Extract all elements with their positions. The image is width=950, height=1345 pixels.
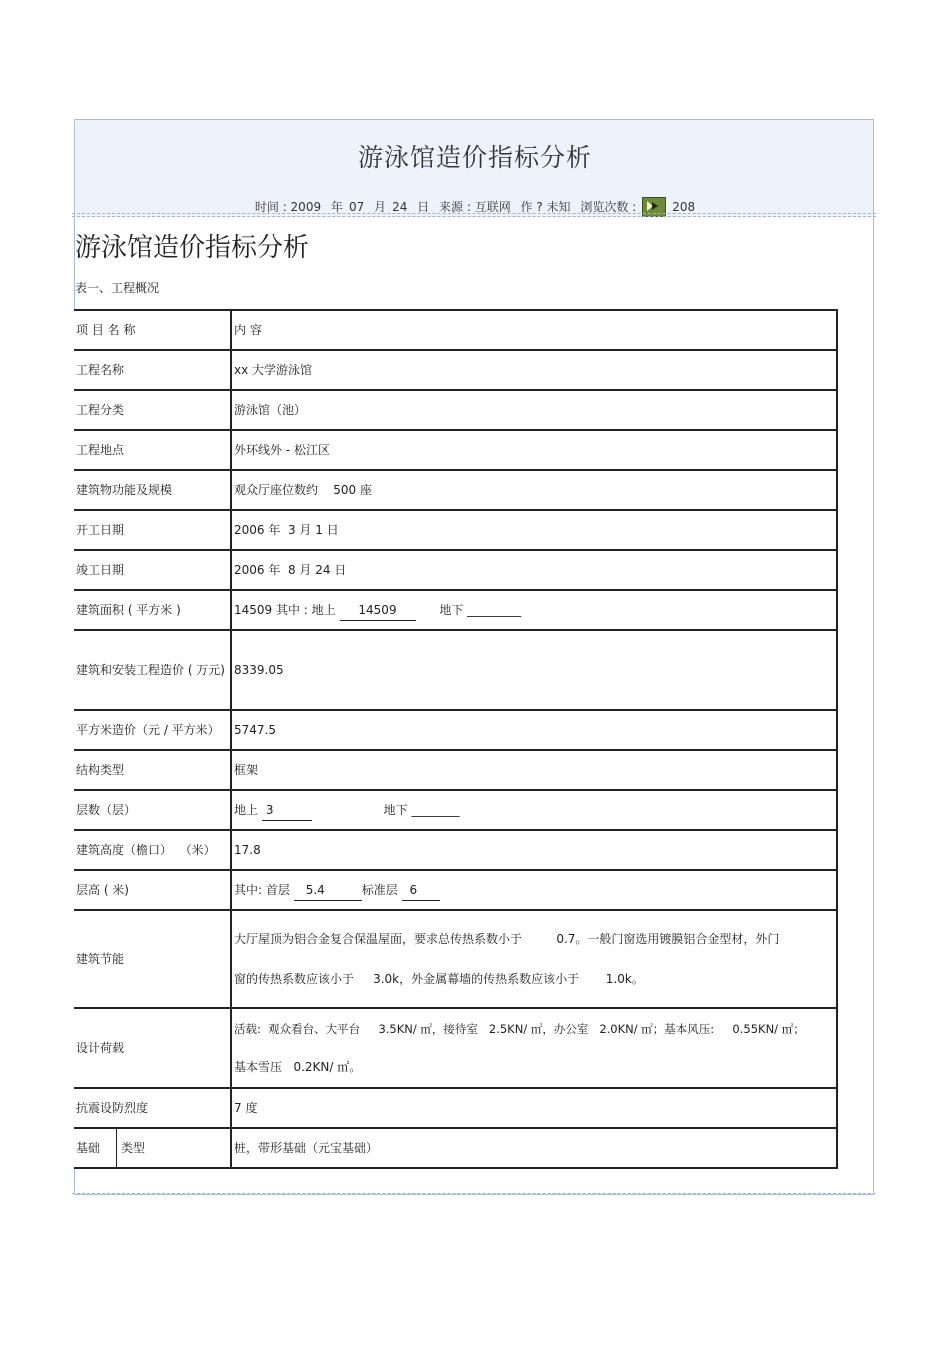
area-above-value: 14509 xyxy=(340,600,416,621)
row-label: 平方米造价（元 / 平方米） xyxy=(74,710,231,750)
load-line-1: 活载: 观众看台、大平台 3.5KN/ ㎡，接待室 2.5KN/ ㎡，办公室 2.0KN/ ㎡；基本风压: 0.55KN/ ㎡； xyxy=(234,1022,805,1036)
table-row xyxy=(74,750,837,790)
row-value: 观众厅座位数约 500 座 xyxy=(231,470,837,510)
table-row xyxy=(74,550,837,590)
meta-year: 年 xyxy=(330,199,343,214)
row-label: 竣工日期 xyxy=(74,550,231,590)
row-value xyxy=(231,1008,837,1088)
table-row xyxy=(74,790,837,830)
row-value: 8339.05 xyxy=(231,630,837,710)
table-row xyxy=(74,390,837,430)
row-label: 工程分类 xyxy=(74,390,231,430)
row-label: 抗震设防烈度 xyxy=(74,1088,231,1128)
row-label: 开工日期 xyxy=(74,510,231,550)
row-label: 建筑物功能及规模 xyxy=(74,470,231,510)
meta-month-num: 07 xyxy=(348,199,365,214)
foundation-sub-label: 类型 xyxy=(121,1141,146,1155)
article-title: 游泳馆造价指标分析 xyxy=(75,233,310,263)
row-value: 框架 xyxy=(231,750,837,790)
row-value xyxy=(231,790,837,830)
meta-views-count: 208 xyxy=(672,199,696,214)
floors-below-label: 地下 xyxy=(383,802,408,817)
table-row xyxy=(74,630,837,710)
project-overview-table xyxy=(74,309,838,1169)
row-value: 2006 年 8 月 24 日 xyxy=(231,550,837,590)
table-row xyxy=(74,910,837,1008)
energy-line-2: 窗的传热系数应该小于 3.0k，外金属幕墙的传热系数应该小于 1.0k。 xyxy=(234,972,644,986)
table-row xyxy=(74,830,837,870)
row-label: 结构类型 xyxy=(74,750,231,790)
foundation-label: 基础 xyxy=(74,1129,117,1167)
story-height-first: 5.4 xyxy=(294,880,362,901)
row-value: 游泳馆（池） xyxy=(231,390,837,430)
meta-day: 日 xyxy=(417,199,430,214)
floors-above-value: 3 xyxy=(262,800,312,821)
row-value: 外环线外 - 松江区 xyxy=(231,430,837,470)
table-header-row xyxy=(74,310,837,350)
row-value xyxy=(231,870,837,910)
row-value: 5747.5 xyxy=(231,710,837,750)
floors-above-label: 地上 xyxy=(234,802,259,817)
bottom-divider xyxy=(72,1193,876,1196)
row-value: xx 大学游泳馆 xyxy=(231,350,837,390)
row-value: 7 度 xyxy=(231,1088,837,1128)
row-label: 设计荷载 xyxy=(74,1008,231,1088)
area-below-value: _________ xyxy=(467,602,522,617)
load-line-2: 基本雪压 0.2KN/ ㎡。 xyxy=(234,1060,362,1074)
meta-time: 时间 : 2009 xyxy=(254,199,322,214)
table-row xyxy=(74,1008,837,1088)
meta-views-label: 浏览次数 : xyxy=(580,199,637,214)
table-row xyxy=(74,710,837,750)
energy-line-1: 大厅屋顶为铝合金复合保温屋面，要求总传热系数小于 0.7。一般门窗选用镀膜铝合金型材，外门 xyxy=(234,932,780,946)
page-title: 游泳馆造价指标分析 xyxy=(357,143,592,172)
meta-author: 作 ? 未知 xyxy=(520,199,571,214)
table-row xyxy=(74,470,837,510)
table-row xyxy=(74,1128,837,1168)
table-row xyxy=(74,510,837,550)
story-height-std: 6 xyxy=(402,880,440,901)
row-value xyxy=(231,910,837,1008)
row-value: 桩，带形基础（元宝基础） xyxy=(231,1128,837,1168)
floors-below-value: ________ xyxy=(411,802,460,817)
table-row xyxy=(74,350,837,390)
row-label: 层数（层） xyxy=(74,790,231,830)
area-below-label: 地下 xyxy=(439,602,464,617)
row-label: 建筑面积 ( 平方米 ) xyxy=(74,590,231,630)
row-label: 层高 ( 米) xyxy=(74,870,231,910)
table-row xyxy=(74,590,837,630)
area-prefix: 14509 其中 : 地上 xyxy=(234,602,336,617)
row-label: 工程地点 xyxy=(74,430,231,470)
table-row xyxy=(74,870,837,910)
row-label: 建筑高度（檐口） （米） xyxy=(74,830,231,870)
story-height-std-label: 标准层 xyxy=(361,882,398,897)
header-cell-content: 内 容 xyxy=(231,310,837,350)
meta-month: 月 xyxy=(374,199,387,214)
row-value: 17.8 xyxy=(231,830,837,870)
row-label: 建筑和安装工程造价 ( 万元) xyxy=(74,630,231,710)
row-value: 2006 年 3 月 1 日 xyxy=(231,510,837,550)
meta-day-num: 24 xyxy=(392,199,408,214)
section-label: 表一、工程概况 xyxy=(75,281,160,295)
header-cell-item: 项 目 名 称 xyxy=(74,310,231,350)
row-label: 工程名称 xyxy=(74,350,231,390)
table-row xyxy=(74,1088,837,1128)
row-value xyxy=(231,590,837,630)
row-label: 建筑节能 xyxy=(74,910,231,1008)
row-label xyxy=(74,1128,231,1168)
meta-source: 来源 : 互联网 xyxy=(439,199,511,214)
table-row xyxy=(74,430,837,470)
story-height-prefix: 其中: 首层 xyxy=(234,882,290,897)
